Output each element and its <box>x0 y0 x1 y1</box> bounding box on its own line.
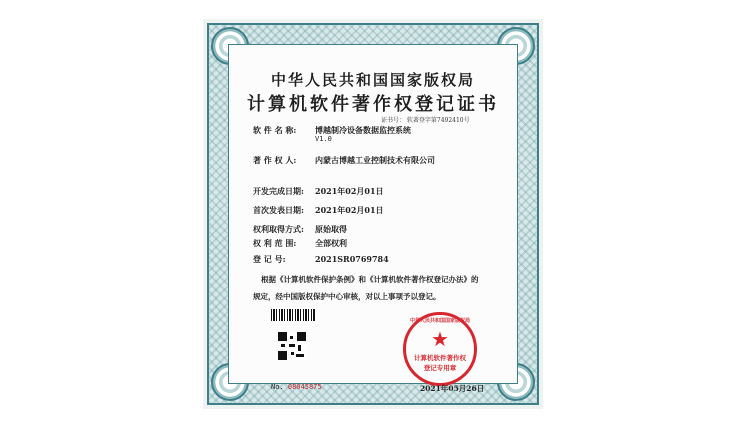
field-publication-date <box>253 205 384 216</box>
field-rights-scope <box>253 238 347 249</box>
field-label: 软 件 名 称: <box>253 125 297 135</box>
seal-text-line-1: 计算机软件著作权 <box>414 354 466 362</box>
field-software-name <box>253 125 411 136</box>
registration-number: 证书号： 软著登字第7492410号 <box>381 117 470 124</box>
declaration-line-1: 根据《计算机软件保护条例》和《计算机软件著作权登记办法》的 <box>261 275 479 284</box>
declaration-line-2: 规定，经中国版权保护中心审核，对以上事项予以登记。 <box>253 292 441 301</box>
software-version: V1.0 <box>315 135 332 143</box>
barcode-icon <box>271 309 315 321</box>
field-copyright-owner <box>253 155 435 166</box>
certificate <box>203 19 543 409</box>
serial-value: 08045875 <box>287 383 322 391</box>
field-value: 全部权利 <box>315 238 347 248</box>
issue-date: 2021年05月26日 <box>420 384 485 393</box>
field-value: 2021年02月01日 <box>315 205 384 215</box>
field-value: 内蒙古博越工业控制技术有限公司 <box>315 155 435 165</box>
star-icon: ★ <box>431 327 449 351</box>
field-label: 权利取得方式: <box>253 224 304 234</box>
field-label: 登 记 号: <box>253 254 286 264</box>
qr-code-icon <box>278 332 306 360</box>
field-value: 2021年02月01日 <box>315 186 384 196</box>
field-acquisition-method <box>253 224 347 235</box>
field-value: 2021SR0769784 <box>315 254 389 264</box>
seal-arc-text: 中华人民共和国国家版权局 <box>409 318 470 324</box>
field-label: 首次发表日期: <box>253 205 304 215</box>
field-completion-date <box>253 186 384 197</box>
issuer-title: 中华人民共和国国家版权局 <box>270 71 475 89</box>
certificate-title: 计算机软件著作权登记证书 <box>247 94 499 115</box>
official-seal <box>403 312 477 386</box>
serial-number <box>271 383 322 391</box>
field-value: 原始取得 <box>315 224 347 234</box>
seal-text-line-2: 登记专用章 <box>423 364 457 372</box>
field-value: 博越制冷设备数据监控系统 <box>315 125 411 135</box>
field-registration-no <box>253 254 389 265</box>
serial-prefix: No. <box>271 383 284 391</box>
field-label: 著 作 权 人: <box>253 155 297 165</box>
field-label: 权 利 范 围: <box>253 238 297 248</box>
field-label: 开发完成日期: <box>253 186 304 196</box>
